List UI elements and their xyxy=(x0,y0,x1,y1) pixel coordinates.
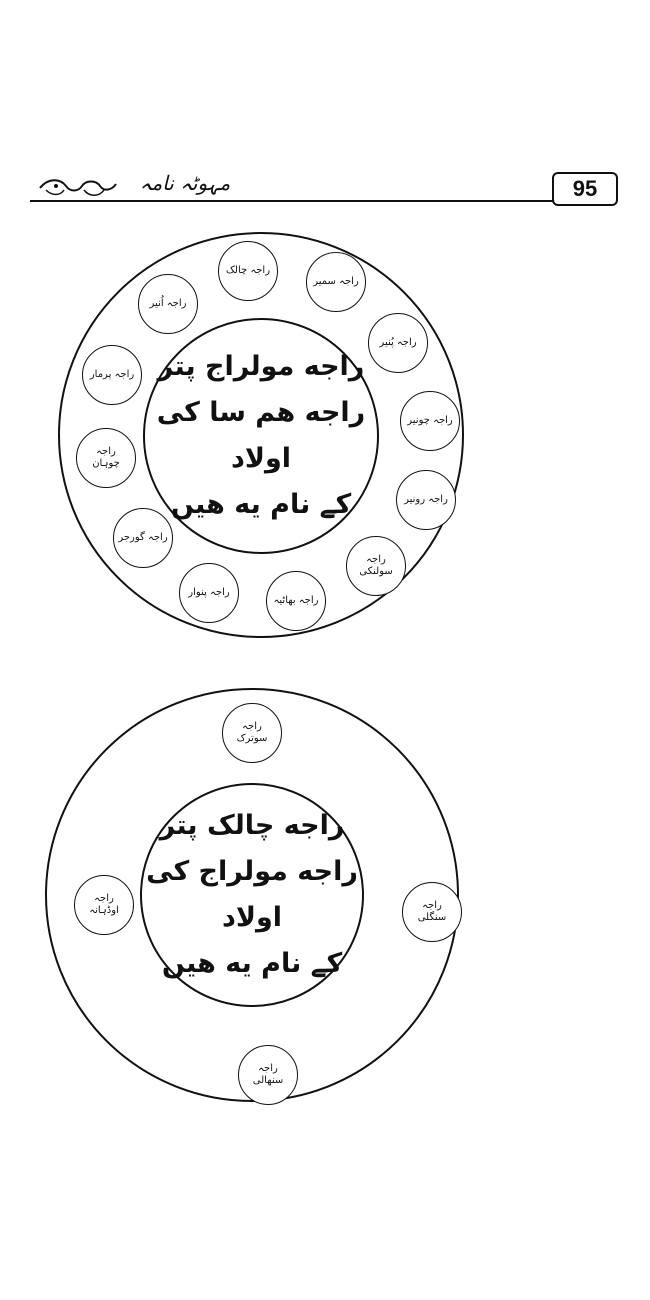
node-diagram1-0: راجہ چالک xyxy=(218,241,278,301)
node-diagram1-10: راجہ پرمار xyxy=(82,345,142,405)
node-diagram1-9: راجہ چوہان xyxy=(76,428,136,488)
book-title: مہوٹہ نامہ xyxy=(139,171,231,195)
center-title xyxy=(140,783,364,1007)
node-diagram1-8: راجہ گورجر xyxy=(113,508,173,568)
center-line: راجه مولراج کی اولاد xyxy=(146,856,358,933)
center-line: کے نام یه هیں xyxy=(170,489,352,520)
node-diagram1-7: راجہ پنوار xyxy=(179,563,239,623)
node-diagram1-11: راجہ اُنیر xyxy=(138,274,198,334)
node-diagram2-1: راجہ سنگلی xyxy=(402,882,462,942)
node-diagram1-3: راجہ چونیر xyxy=(400,391,460,451)
node-diagram1-1: راجہ سمیر xyxy=(306,252,366,312)
node-diagram1-5: راجہ سولنکی xyxy=(346,536,406,596)
center-title xyxy=(143,318,379,554)
node-diagram1-6: راجہ بھاٹیہ xyxy=(266,571,326,631)
center-line: راجه هم سا کی اولاد xyxy=(156,397,366,474)
page-number: 95 xyxy=(552,172,618,206)
node-diagram2-2: راجہ سنھالی xyxy=(238,1045,298,1105)
node-diagram1-2: راجہ پُنیر xyxy=(368,313,428,373)
center-line: راجه چالک پتر xyxy=(159,810,345,841)
header-rule xyxy=(30,200,595,202)
center-line: کے نام یه هیں xyxy=(161,948,343,979)
center-line: راجه مولراج پتر xyxy=(157,351,365,382)
ornament-icon xyxy=(38,176,118,200)
node-diagram2-3: راجہ اوڈہانہ xyxy=(74,875,134,935)
node-diagram2-0: راجہ سوترک xyxy=(222,703,282,763)
node-diagram1-4: راجہ رونیر xyxy=(396,470,456,530)
